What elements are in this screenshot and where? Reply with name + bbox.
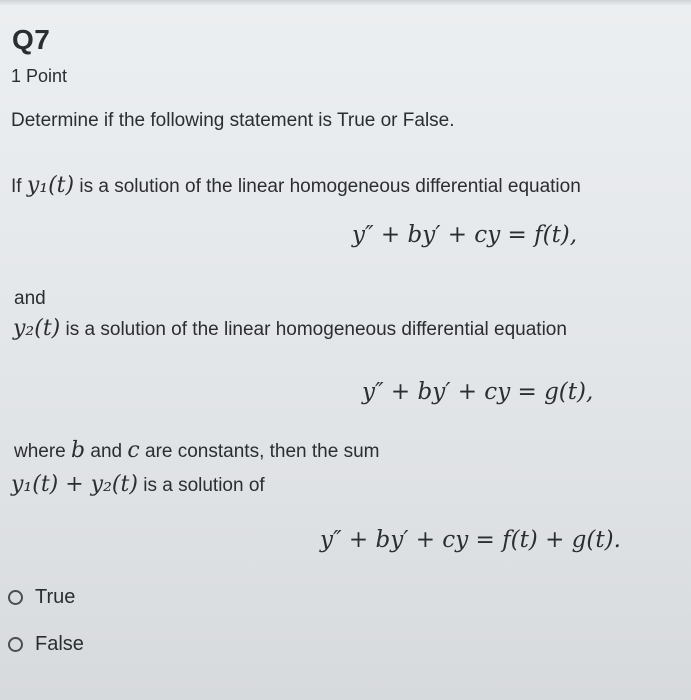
equation-g: y″ + by′ + cy = g(t),	[362, 379, 594, 405]
statement-and-2: and	[90, 441, 123, 462]
radio-true-circle-icon[interactable]	[8, 590, 23, 605]
radio-false-circle-icon[interactable]	[8, 637, 23, 652]
top-edge-shadow	[0, 0, 691, 6]
equation-f: y″ + by′ + cy = f(t),	[352, 222, 578, 248]
statement-line-3-text: are constants, then the sum	[145, 441, 380, 462]
question-title: Q7	[12, 24, 51, 55]
option-true-label[interactable]: True	[35, 586, 76, 608]
statement-where: where	[14, 441, 66, 462]
statement-line-2	[13, 316, 567, 341]
statement-line-4-text: is a solution of	[143, 475, 265, 496]
math-c: c	[127, 438, 140, 463]
statement-line-3	[14, 438, 379, 463]
math-y2-t: y₂(t)	[13, 316, 61, 341]
statement-line-1-text: is a solution of the linear homogeneous differential equation	[79, 176, 581, 197]
option-true[interactable]	[8, 586, 75, 609]
statement-and: and	[14, 288, 46, 309]
statement-line-4	[11, 472, 265, 497]
equation-sum: y″ + by′ + cy = f(t) + g(t).	[320, 527, 621, 553]
math-b: b	[71, 438, 86, 463]
math-y1-plus-y2: y₁(t) + y₂(t)	[11, 472, 138, 497]
math-y1-t: y₁(t)	[26, 173, 75, 198]
question-points: 1 Point	[11, 66, 68, 86]
option-false-label[interactable]: False	[35, 633, 84, 655]
statement-line-1	[11, 173, 581, 198]
statement-line-2-text: is a solution of the linear homogeneous differential equation	[65, 319, 567, 340]
option-false[interactable]	[8, 633, 84, 656]
question-prompt: Determine if the following statement is True or False.	[11, 110, 455, 131]
statement-if: If	[11, 176, 22, 197]
